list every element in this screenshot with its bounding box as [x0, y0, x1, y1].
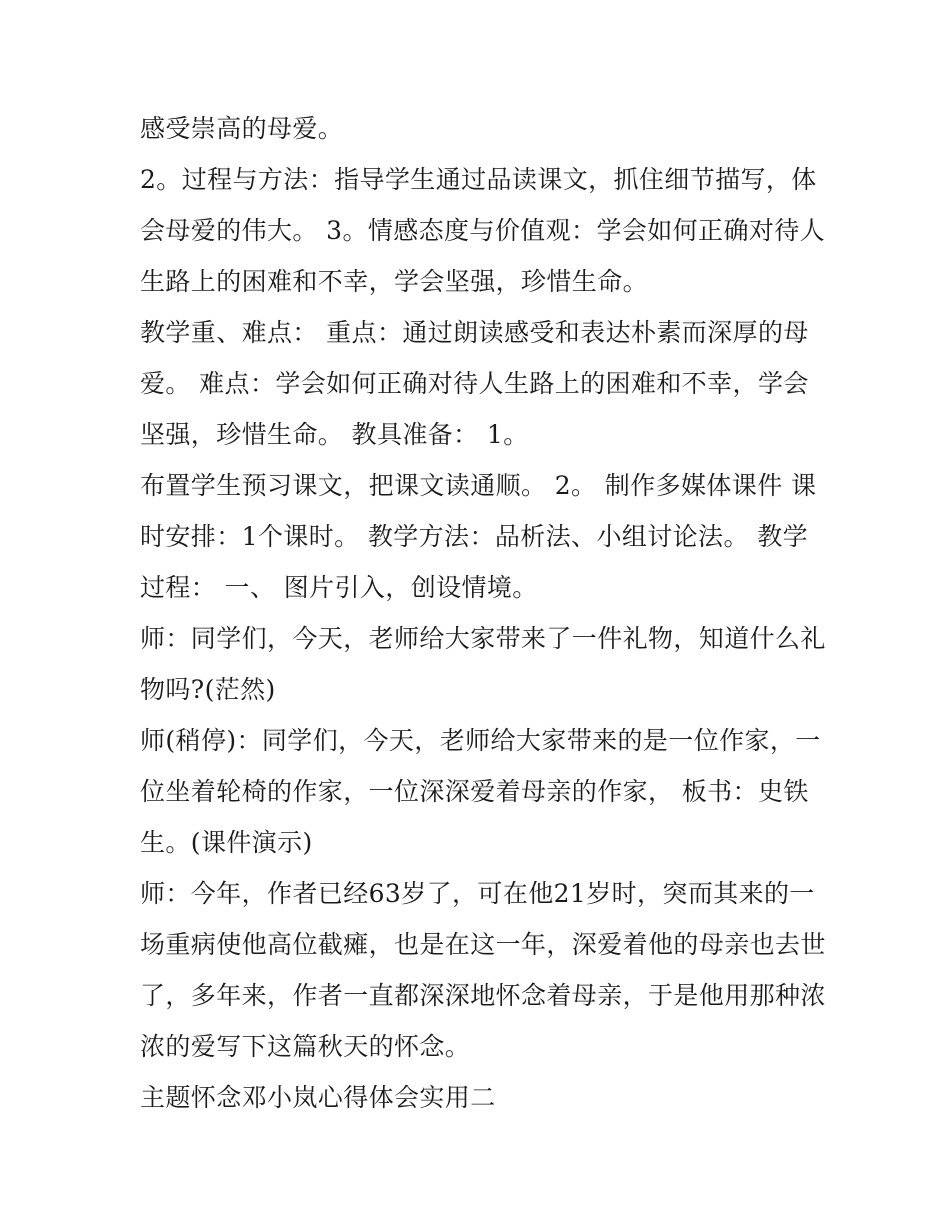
text-line: 会母爱的伟大。 3。情感态度与价值观：学会如何正确对待人 — [140, 216, 826, 245]
text-line: 师(稍停)：同学们，今天，老师给大家带来的是一位作家，一 — [140, 726, 821, 755]
text-line: 2。过程与方法：指导学生通过品读课文，抓住细节描写，体 — [140, 165, 817, 194]
text-line: 师：同学们，今天，老师给大家带来了一件礼物，知道什么礼 — [140, 624, 826, 653]
section-heading: 主题怀念邓小岚心得体会实用二 — [140, 1083, 496, 1112]
text-line: 过程： 一、 图片引入，创设情境。 — [140, 573, 538, 602]
text-line: 了，多年来，作者一直都深深地怀念着母亲，于是他用那种浓 — [140, 981, 826, 1010]
text-line: 生路上的困难和不幸，学会坚强，珍惜生命。 — [140, 267, 649, 296]
text-line: 浓的爱写下这篇秋天的怀念。 — [140, 1032, 471, 1061]
text-line: 布置学生预习课文，把课文读通顺。 2。 制作多媒体课件 课 — [140, 471, 817, 500]
text-line: 生。(课件演示) — [140, 828, 313, 857]
text-line: 教学重、难点： 重点：通过朗读感受和表达朴素而深厚的母 — [140, 318, 809, 347]
text-line: 坚强，珍惜生命。 教具准备： 1。 — [140, 420, 529, 449]
text-line: 物吗?(茫然) — [140, 675, 276, 704]
text-line: 师：今年，作者已经63岁了，可在他21岁时，突而其来的一 — [140, 879, 815, 908]
text-line: 位坐着轮椅的作家，一位深深爱着母亲的作家， 板书：史铁 — [140, 777, 809, 806]
text-line: 感受崇高的母爱。 — [140, 114, 344, 143]
text-line: 爱。 难点：学会如何正确对待人生路上的困难和不幸，学会 — [140, 369, 809, 398]
document-body — [140, 103, 826, 1123]
text-line: 场重病使他高位截瘫，也是在这一年，深爱着他的母亲也去世 — [140, 930, 826, 959]
text-line: 时安排：1个课时。 教学方法：品析法、小组讨论法。 教学 — [140, 522, 809, 551]
